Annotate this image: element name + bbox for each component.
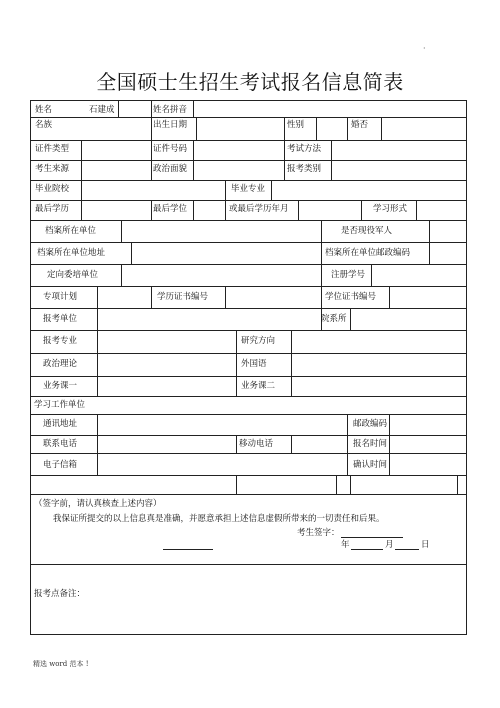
archive-address-label: 档案所在单位地址 [37, 248, 106, 258]
marital-label: 婚否 [351, 120, 369, 130]
row-divider [31, 564, 466, 565]
registration-number-label: 注册学号 [331, 270, 366, 280]
last-education-label: 最后学历 [35, 204, 70, 214]
row-divider [31, 264, 466, 265]
apply-time-label: 报名时间 [353, 439, 388, 449]
page-title: 全国硕士生招生考试报名信息简表 [96, 70, 404, 94]
corner-mark: · [423, 44, 426, 53]
birth-date-label: 出生日期 [153, 120, 188, 130]
row-divider [31, 220, 466, 221]
apply-category-label: 报考类别 [287, 164, 322, 174]
graduate-major-label: 毕业专业 [231, 184, 266, 194]
day-line[interactable] [395, 549, 419, 550]
row-divider [31, 396, 466, 397]
research-direction-label: 研究方向 [241, 336, 276, 346]
row-divider [31, 200, 466, 201]
declaration-text: 我保证所提交的以上信息真是准确，并愿意承担上述信息虚假所带来的一切责任和后果。 [53, 514, 385, 524]
row-divider [31, 475, 466, 476]
official-signature-line [163, 549, 213, 550]
archive-postcode-label: 档案所在单位邮政编码 [325, 248, 411, 258]
gender-label: 性别 [287, 120, 305, 130]
foreign-language-label: 外国语 [241, 359, 267, 369]
political-status-label: 政治面貌 [153, 164, 188, 174]
postcode-label: 邮政编码 [353, 419, 388, 429]
row-divider [31, 140, 466, 141]
phone-label: 联系电话 [43, 439, 78, 449]
row-divider [31, 494, 466, 495]
registration-form [30, 100, 467, 635]
veteran-label: 是否现役军人 [341, 226, 393, 236]
mobile-label: 移动电话 [239, 439, 274, 449]
id-type-label: 证件类型 [35, 144, 70, 154]
name-value: 石建成 [89, 105, 115, 115]
row-divider [31, 180, 466, 181]
special-plan-label: 专项计划 [43, 292, 78, 302]
education-date-label: 或最后学历年月 [229, 204, 289, 214]
apply-unit-label: 报考单位 [43, 314, 78, 324]
id-number-label: 证件号码 [153, 144, 188, 154]
name-label: 姓名 [35, 105, 53, 115]
study-mode-label: 学习形式 [373, 204, 408, 214]
row-divider [31, 160, 466, 161]
course-two-label: 业务课二 [241, 381, 276, 391]
ethnic-label: 名族 [35, 120, 53, 130]
exam-method-label: 考试方法 [287, 144, 322, 154]
commission-unit-label: 定向委培单位 [47, 270, 99, 280]
signature-line[interactable] [341, 537, 403, 538]
graduate-school-label: 毕业院校 [35, 184, 70, 194]
degree-cert-number-label: 学位证书编号 [325, 292, 377, 302]
course-one-label: 业务课一 [43, 381, 78, 391]
email-label: 电子信箱 [43, 460, 78, 470]
archive-unit-label: 档案所在单位 [45, 226, 97, 236]
study-work-unit-label: 学习工作单位 [34, 400, 86, 410]
remarks-label: 报考点备注： [34, 589, 86, 599]
declaration-heading: （签字前，请认真核查上述内容） [34, 499, 162, 509]
year-label: 年 [341, 540, 350, 550]
applicant-source-label: 考生来源 [35, 164, 70, 174]
mailing-address-label: 通讯地址 [43, 419, 78, 429]
politics-label: 政治理论 [43, 359, 78, 369]
month-line[interactable] [351, 549, 383, 550]
confirm-time-label: 确认时间 [353, 460, 388, 470]
month-label: 月 [385, 540, 394, 550]
last-degree-label: 最后学位 [153, 204, 188, 214]
row-divider [31, 242, 466, 243]
department-label: 院系所 [321, 314, 347, 324]
page-footer: 精选 word 范本 ! [33, 660, 89, 668]
pinyin-label: 姓名拼音 [153, 105, 188, 115]
diploma-number-label: 学历证书编号 [157, 292, 209, 302]
day-label: 日 [421, 540, 430, 550]
row-divider [31, 117, 466, 118]
apply-major-label: 报考专业 [43, 336, 78, 346]
signature-label: 考生签字： [297, 528, 340, 538]
